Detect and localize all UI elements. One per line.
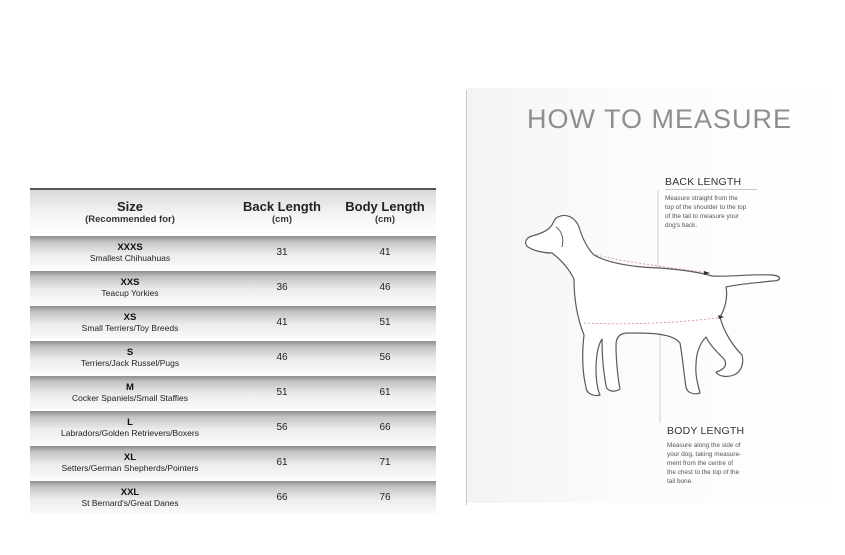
back-length-line: Measure straight from the (665, 195, 738, 202)
size-code: XXL (120, 486, 140, 498)
size-code: XS (123, 311, 137, 323)
back-length-value: 61 (276, 457, 288, 468)
body-length-value: 41 (379, 247, 391, 258)
dog-outline-icon (520, 205, 785, 400)
back-length-value: 36 (276, 282, 288, 293)
header-size-title: Size (116, 198, 143, 214)
header-back-unit: (cm) (271, 213, 293, 225)
size-breeds: Teacup Yorkies (101, 287, 159, 298)
back-length-heading: BACK LENGTH (665, 176, 742, 188)
body-length-value: 56 (379, 352, 391, 363)
body-length-line: ment from the centre of (667, 460, 734, 467)
body-length-value: 71 (379, 457, 391, 468)
body-length-value: 66 (379, 422, 391, 433)
body-length-line: Measure along the side of (667, 442, 741, 449)
body-length-line: tail bone. (667, 478, 693, 485)
size-breeds: Cocker Spaniels/Small Staffies (71, 392, 189, 403)
back-length-value: 31 (276, 247, 288, 258)
body-length-value: 46 (379, 282, 391, 293)
back-length-value: 66 (276, 492, 288, 503)
back-length-value: 46 (276, 352, 288, 363)
back-length-line: dog's back. (665, 222, 698, 229)
back-length-value: 56 (276, 422, 288, 433)
size-code: XXXS (117, 241, 143, 253)
back-length-value: 51 (276, 387, 288, 398)
how-to-measure-title: HOW TO MEASURE (527, 104, 793, 134)
body-length-line: the chest to the top of the (667, 469, 740, 476)
back-length-line: top of the shoulder to the top (665, 204, 747, 211)
back-length-line: of the tail to measure your (665, 213, 739, 220)
body-length-line: your dog, taking measure- (667, 451, 742, 458)
size-code: L (127, 416, 133, 428)
size-code: S (126, 346, 134, 358)
size-code: XL (123, 451, 137, 463)
size-breeds: Labradors/Golden Retrievers/Boxers (61, 427, 199, 438)
body-length-value: 61 (379, 387, 391, 398)
header-body-title: Body Length (345, 198, 425, 214)
size-breeds: Terriers/Jack Russel/Pugs (80, 357, 180, 368)
body-length-value: 51 (379, 317, 391, 328)
size-code: M (126, 381, 134, 393)
body-length-value: 76 (379, 492, 391, 503)
body-length-heading: BODY LENGTH (667, 425, 745, 437)
size-breeds: St Bernard's/Great Danes (81, 497, 179, 508)
back-length-value: 41 (276, 317, 288, 328)
header-size-sub: (Recommended for) (85, 213, 175, 225)
size-breeds: Small Terriers/Toy Breeds (81, 322, 179, 333)
header-body-unit: (cm) (374, 213, 396, 225)
size-breeds: Setters/German Shepherds/Pointers (61, 462, 199, 473)
size-code: XXS (120, 276, 140, 288)
header-back-title: Back Length (242, 198, 321, 214)
size-breeds: Smallest Chihuahuas (89, 252, 171, 263)
